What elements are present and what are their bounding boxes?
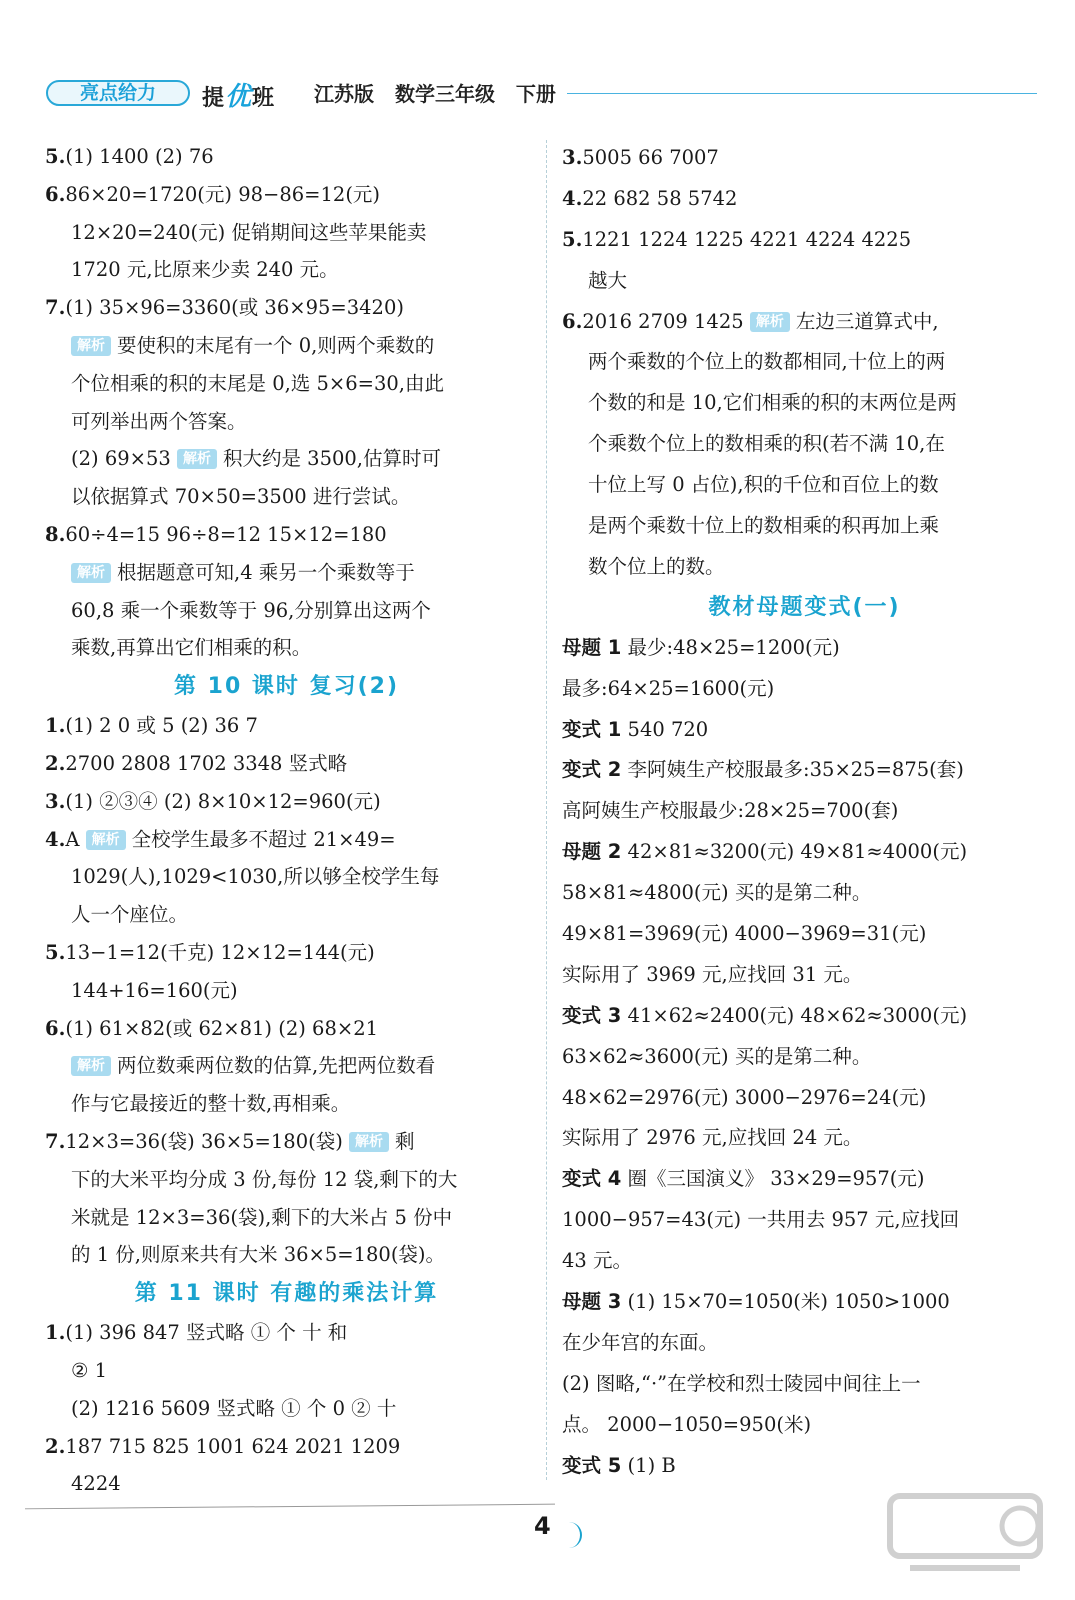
answer-text: 以依据算式 70×50=3500 进行尝试。 — [71, 485, 411, 509]
page-number: 4 — [534, 1512, 551, 1540]
answer-line — [562, 179, 1047, 220]
answer-text: (1) 2 0 或 5 (2) 36 7 — [65, 714, 258, 738]
answer-text: 十位上写 0 占位),积的千位和百位上的数 — [588, 473, 939, 497]
answer-text: 2700 2808 1702 3348 竖式略 — [65, 751, 348, 775]
answer-line — [562, 1364, 1047, 1405]
answer-text: 63×62≈3600(元) 买的是第二种。 — [562, 1044, 872, 1068]
answer-text: 圈《三国演义》 33×29=957(元) — [621, 1167, 925, 1191]
answer-text: 60÷4=15 96÷8=12 15×12=180 — [65, 522, 387, 546]
answer-line — [45, 516, 528, 554]
answer-text: 全校学生最多不超过 21×49= — [131, 827, 396, 851]
answer-text: 最少:48×25=1200(元) — [621, 635, 840, 659]
answer-text: 两个乘数的个位上的数都相同,十位上的两 — [588, 350, 946, 374]
answer-text: 41×62≈2400(元) 48×62≈3000(元) — [621, 1003, 968, 1027]
question-number: 4. — [45, 827, 66, 851]
answer-line — [562, 914, 1047, 955]
page-number-arc — [566, 1522, 582, 1548]
analysis-tag: 解析 — [71, 563, 111, 583]
answer-line — [45, 1314, 528, 1352]
answer-line — [562, 424, 1047, 465]
answer-text: 人一个座位。 — [71, 903, 189, 927]
answer-line — [45, 896, 528, 934]
answer-text: 最多:64×25=1600(元) — [562, 676, 775, 700]
answer-line — [562, 1282, 1047, 1323]
problem-label: 母题 3 — [562, 1290, 622, 1314]
column-divider — [546, 140, 547, 1480]
answer-text: 越大 — [588, 268, 628, 292]
section-heading: 第 10 课时 复习(2) — [173, 674, 399, 700]
problem-label: 母题 1 — [562, 635, 622, 659]
answer-text: (1) 15×70=1050(米) 1050>1000 — [621, 1290, 950, 1314]
answer-line — [45, 327, 528, 365]
answer-line — [45, 138, 528, 176]
answer-text: A — [65, 827, 86, 851]
right-column — [562, 138, 1047, 1487]
answer-line — [45, 592, 528, 630]
answer-line — [562, 955, 1047, 996]
answer-text: 乘数,再算出它们相乘的积。 — [71, 636, 312, 660]
answer-text: 1000−957=43(元) 一共用去 957 元,应找回 — [562, 1208, 960, 1232]
question-number: 4. — [562, 186, 583, 210]
answer-line — [562, 547, 1047, 588]
answer-text: (1) 61×82(或 62×81) (2) 68×21 — [65, 1016, 379, 1040]
answer-text: 86×20=1720(元) 98−86=12(元) — [65, 182, 381, 206]
answer-line — [45, 1236, 528, 1274]
answer-text: 积大约是 3500,估算时可 — [222, 447, 442, 471]
left-column — [45, 138, 528, 1503]
answer-line — [45, 554, 528, 592]
answer-text: 2016 2709 1425 — [582, 309, 750, 333]
page-header — [42, 72, 1042, 112]
answer-line — [45, 629, 528, 667]
brand-pre: 提 — [202, 86, 226, 111]
answer-text: 李阿姨生产校服最多:35×25=875(套) — [621, 758, 964, 782]
answer-text: (2) 图略,“·”在学校和烈士陵园中间往上一 — [562, 1371, 921, 1395]
header-rule — [567, 93, 1037, 94]
book-info: 江苏版 数学三年级 下册 — [314, 82, 556, 106]
answer-text: 42×81≈3200(元) 49×81≈4000(元) — [621, 840, 968, 864]
answer-text: 58×81≈4800(元) 买的是第二种。 — [562, 881, 872, 905]
answer-line — [45, 821, 528, 859]
answer-line — [45, 1352, 528, 1390]
answer-line — [45, 403, 528, 441]
brand-badge — [46, 80, 190, 106]
answer-line — [45, 1465, 528, 1503]
answer-text: 根据题意可知,4 乘另一个乘数等于 — [117, 560, 415, 584]
answer-line — [45, 858, 528, 896]
answer-line — [45, 934, 528, 972]
answer-line — [45, 1010, 528, 1048]
answer-line — [562, 873, 1047, 914]
answer-text: (1) 396 847 竖式略 ① 个 十 和 — [65, 1321, 348, 1345]
answer-text: (1) ②③④ (2) 8×10×12=960(元) — [65, 789, 381, 813]
problem-label: 变式 5 — [562, 1453, 622, 1477]
question-number: 5. — [562, 227, 583, 251]
answer-line — [562, 1241, 1047, 1282]
answer-line — [562, 1037, 1047, 1078]
answer-line — [562, 220, 1047, 261]
answer-text: 两位数乘两位数的估算,先把两位数看 — [117, 1054, 436, 1078]
answer-text: 1720 元,比原来少卖 240 元。 — [71, 258, 339, 282]
answer-text: 高阿姨生产校服最少:28×25=700(套) — [562, 799, 899, 823]
question-number: 6. — [45, 1016, 66, 1040]
answer-line — [562, 302, 1047, 343]
answer-line — [562, 669, 1047, 710]
answer-text: 实际用了 2976 元,应找回 24 元。 — [562, 1126, 863, 1150]
problem-label: 变式 1 — [562, 717, 622, 741]
answer-line — [562, 465, 1047, 506]
question-number: 1. — [45, 714, 66, 738]
answer-text: 数个位上的数。 — [588, 554, 725, 578]
answer-text: 剩 — [395, 1129, 415, 1153]
answer-text: 是两个乘数十位上的数相乘的积再加上乘 — [588, 514, 940, 538]
question-number: 2. — [45, 751, 66, 775]
answer-text: 144+16=160(元) — [71, 978, 238, 1002]
answer-text: ② 1 — [71, 1358, 108, 1382]
footer-rule — [25, 1504, 555, 1510]
answer-line — [562, 1078, 1047, 1119]
answer-text: 左边三道算式中, — [795, 309, 939, 333]
answer-text: (1) 1400 (2) 76 — [65, 145, 214, 168]
answer-text: 要使积的末尾有一个 0,则两个乘数的 — [117, 333, 435, 357]
answer-line — [45, 251, 528, 289]
answer-line — [45, 478, 528, 516]
answer-line — [45, 176, 528, 214]
answer-text: 的 1 份,则原来共有大米 36×5=180(袋)。 — [71, 1243, 446, 1267]
answer-text: 43 元。 — [562, 1249, 633, 1273]
answer-line — [562, 832, 1047, 873]
answer-line — [45, 707, 528, 745]
answer-line — [562, 138, 1047, 179]
answer-line — [562, 1159, 1047, 1200]
problem-label: 变式 2 — [562, 758, 622, 782]
answer-line — [45, 783, 528, 821]
answer-line — [45, 440, 528, 478]
answer-text: 个乘数个位上的数相乘的积(若不满 10,在 — [588, 432, 945, 456]
answer-line — [562, 628, 1047, 669]
brand-you: 优 — [225, 82, 253, 112]
answer-text: 12×20=240(元) 促销期间这些苹果能卖 — [71, 220, 427, 244]
answer-line — [45, 972, 528, 1010]
question-number: 8. — [45, 522, 66, 546]
answer-line — [45, 1123, 528, 1161]
answer-line — [562, 1118, 1047, 1159]
analysis-tag: 解析 — [86, 830, 126, 850]
answer-line — [562, 791, 1047, 832]
answer-line — [45, 1428, 528, 1466]
answer-line — [562, 1200, 1047, 1241]
answer-line — [45, 745, 528, 783]
problem-label: 变式 3 — [562, 1003, 622, 1027]
question-number: 1. — [45, 1321, 66, 1345]
answer-text: 米就是 12×3=36(袋),剩下的大米占 5 份中 — [71, 1205, 453, 1229]
answer-text: 4224 — [71, 1472, 121, 1496]
answer-line — [562, 996, 1047, 1037]
answer-line — [562, 383, 1047, 424]
answer-line — [562, 1446, 1047, 1487]
answer-line — [45, 1161, 528, 1199]
analysis-tag: 解析 — [71, 336, 111, 356]
question-number: 7. — [45, 296, 66, 320]
analysis-tag: 解析 — [750, 312, 790, 332]
brand-name — [202, 76, 275, 113]
answer-text: 个位相乘的积的末尾是 0,选 5×6=30,由此 — [71, 371, 445, 395]
answer-text: 49×81=3969(元) 4000−3969=31(元) — [562, 922, 927, 946]
analysis-tag: 解析 — [71, 1056, 111, 1076]
answer-line — [562, 261, 1047, 302]
watermark-logo — [880, 1488, 1050, 1598]
answer-line — [45, 1390, 528, 1428]
answer-line — [45, 1199, 528, 1237]
answer-text: 下的大米平均分成 3 份,每份 12 袋,剩下的大 — [71, 1167, 458, 1191]
answer-text: 实际用了 3969 元,应找回 31 元。 — [562, 962, 863, 986]
answer-text: 60,8 乘一个乘数等于 96,分别算出这两个 — [71, 598, 431, 622]
brand-badge-text: 亮点给力 — [79, 82, 156, 104]
question-number: 7. — [45, 1129, 66, 1153]
answer-text: 个数的和是 10,它们相乘的积的末两位是两 — [588, 391, 957, 415]
answer-line — [45, 289, 528, 327]
answer-text: 187 715 825 1001 624 2021 1209 — [65, 1434, 401, 1458]
answer-line — [562, 750, 1047, 791]
answer-line — [562, 710, 1047, 751]
answer-text: (2) 69×53 — [71, 447, 177, 471]
answer-text: 12×3=36(袋) 36×5=180(袋) — [65, 1129, 350, 1153]
answer-text: 13−1=12(千克) 12×12=144(元) — [65, 940, 375, 964]
question-number: 5. — [45, 145, 66, 168]
answer-text: (1) 35×96=3360(或 36×95=3420) — [65, 296, 404, 320]
answer-text: 1029(人),1029<1030,所以够全校学生每 — [71, 865, 440, 889]
answer-line — [562, 506, 1047, 547]
answer-text: (1) B — [621, 1453, 676, 1477]
answer-text: 可列举出两个答案。 — [71, 409, 247, 433]
brand-post: 班 — [252, 86, 276, 111]
question-number: 6. — [45, 182, 66, 206]
answer-line — [562, 1323, 1047, 1364]
analysis-tag: 解析 — [177, 449, 217, 469]
problem-label: 母题 2 — [562, 840, 622, 864]
answer-text: 22 682 58 5742 — [582, 186, 738, 210]
answer-line — [562, 1405, 1047, 1446]
answer-line — [45, 1047, 528, 1085]
analysis-tag: 解析 — [349, 1132, 389, 1152]
question-number: 5. — [45, 940, 66, 964]
answer-text: 作与它最接近的整十数,再相乘。 — [71, 1092, 351, 1116]
answer-line — [45, 214, 528, 252]
answer-line — [45, 365, 528, 403]
answer-text: (2) 1216 5609 竖式略 ① 个 0 ② 十 — [71, 1396, 397, 1420]
answer-text: 点。 2000−1050=950(米) — [562, 1412, 812, 1436]
answer-text: 540 720 — [621, 717, 709, 741]
section-heading: 第 11 课时 有趣的乘法计算 — [134, 1281, 439, 1307]
answer-text: 48×62=2976(元) 3000−2976=24(元) — [562, 1085, 927, 1109]
section-heading: 教材母题变式(一) — [708, 594, 901, 620]
question-number: 3. — [45, 789, 66, 813]
answer-line — [45, 1085, 528, 1123]
question-number: 6. — [562, 309, 583, 333]
question-number: 2. — [45, 1434, 66, 1458]
answer-text: 在少年宫的东面。 — [562, 1330, 719, 1354]
answer-line — [562, 342, 1047, 383]
question-number: 3. — [562, 146, 583, 169]
answer-text: 5005 66 7007 — [582, 146, 719, 169]
problem-label: 变式 4 — [562, 1167, 622, 1191]
answer-text: 1221 1224 1225 4221 4224 4225 — [582, 227, 912, 251]
